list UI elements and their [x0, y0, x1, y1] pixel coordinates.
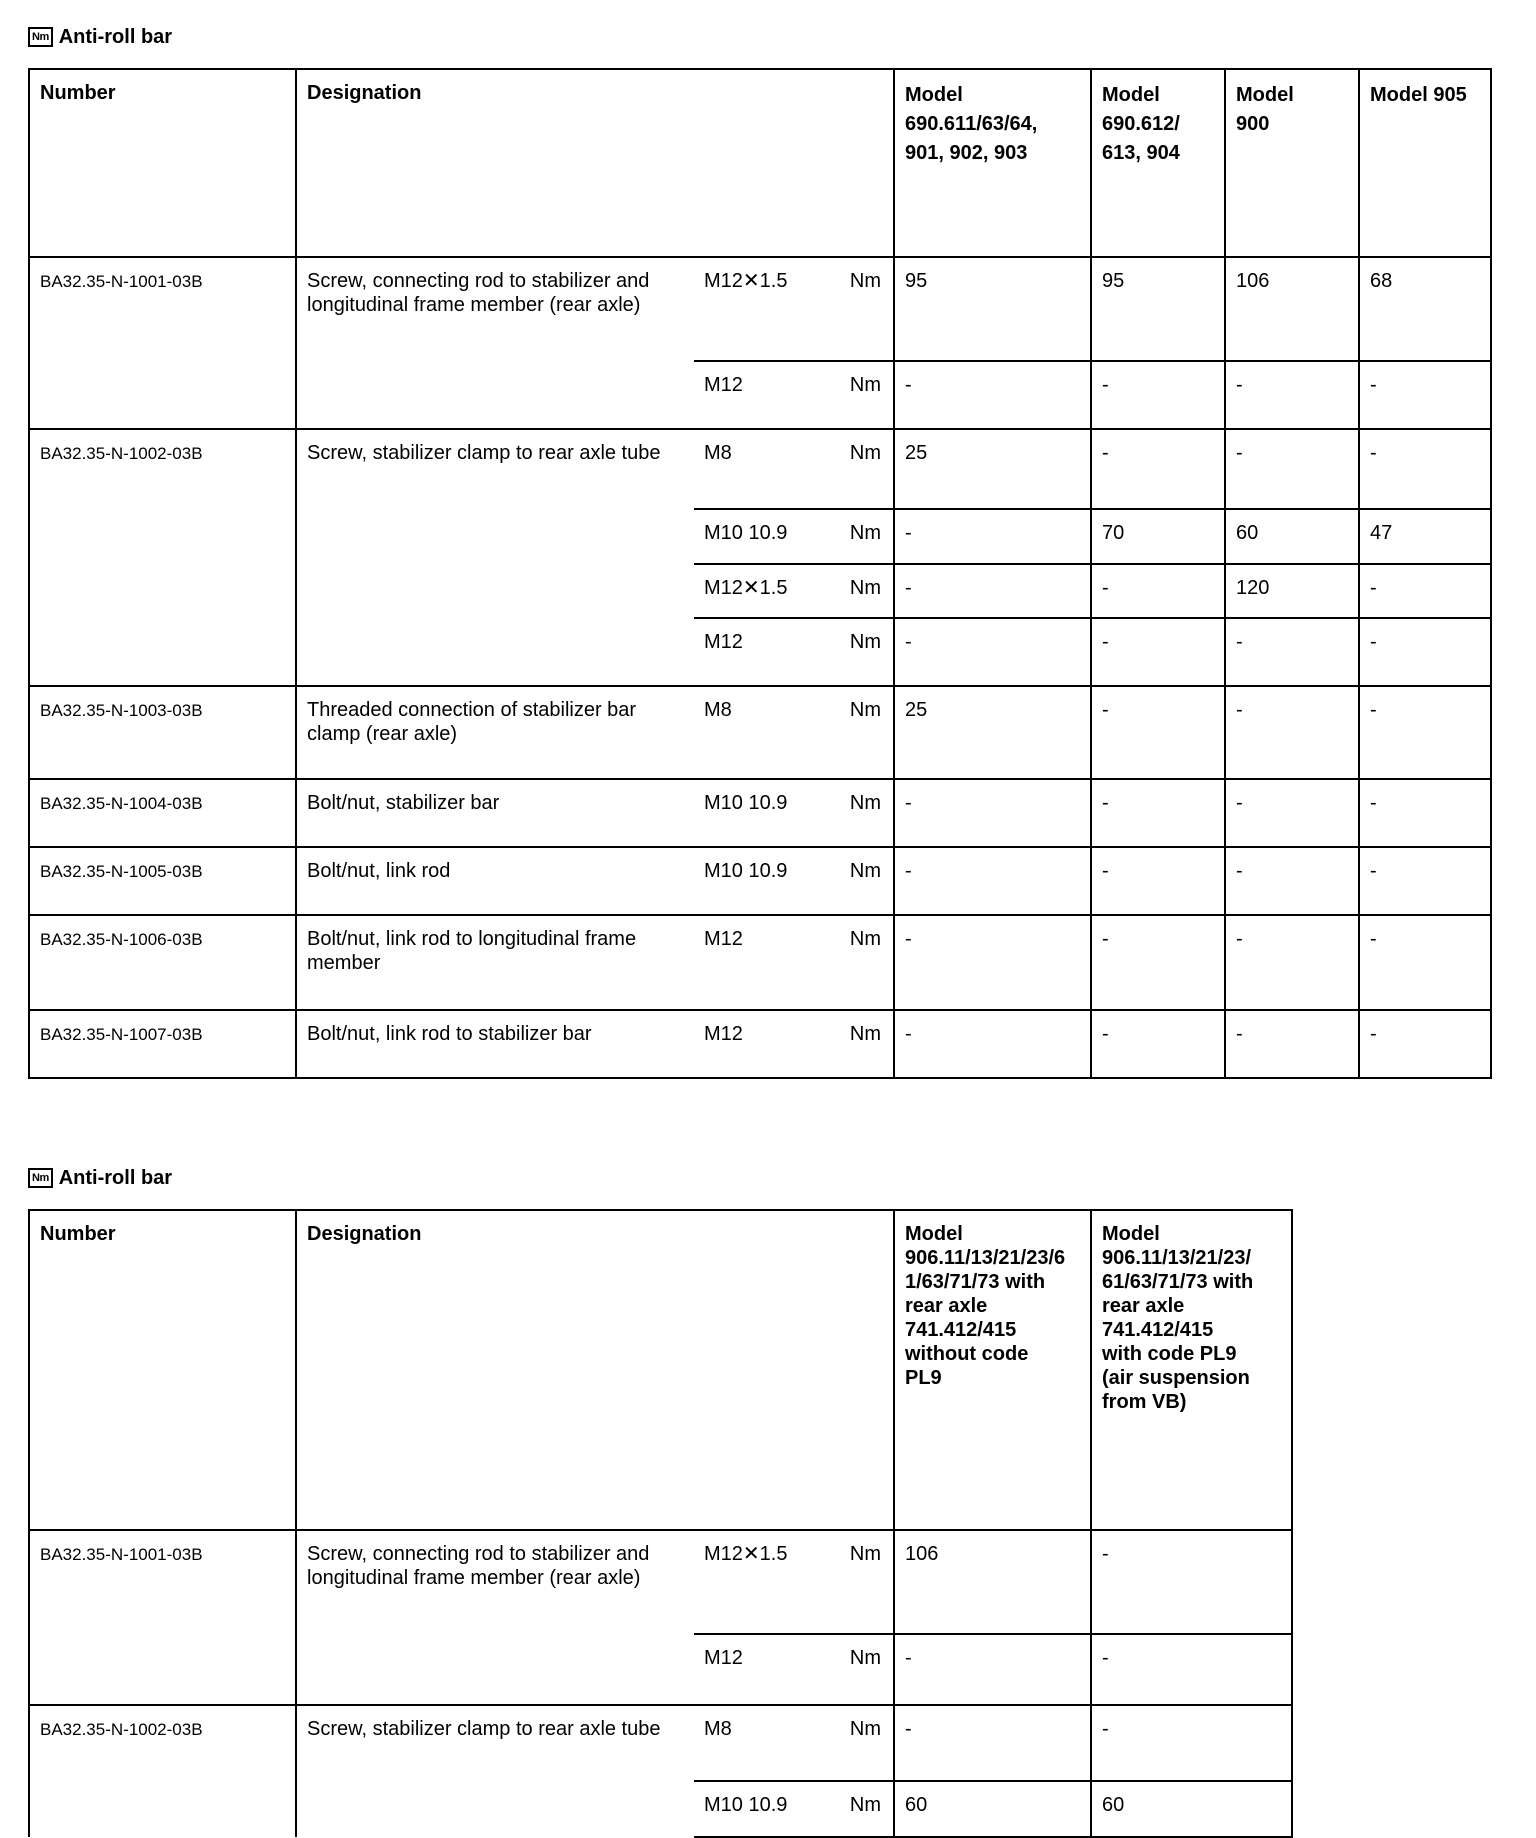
- part-number: BA32.35-N-1007-03B: [29, 1010, 296, 1078]
- torque-value: -: [894, 618, 1091, 686]
- torque-value: 106: [894, 1530, 1091, 1634]
- model-header-line: with code PL9: [1102, 1343, 1237, 1365]
- torque-value: -: [1359, 1010, 1491, 1078]
- model-header: [1359, 69, 1491, 257]
- torque-value: -: [1225, 915, 1359, 1010]
- torque-value: -: [1359, 847, 1491, 915]
- thread-size: M12: [694, 915, 826, 1010]
- designation: Threaded connection of stabilizer bar clamp (rear axle): [296, 686, 694, 779]
- torque-value: 47: [1359, 509, 1491, 564]
- torque-value: 25: [894, 429, 1091, 509]
- part-number: BA32.35-N-1002-03B: [29, 1705, 296, 1837]
- model-header-line: Model 905: [1370, 84, 1467, 106]
- model-header-line: PL9: [905, 1367, 942, 1389]
- designation: Screw, stabilizer clamp to rear axle tube: [296, 1705, 694, 1837]
- table-row: [29, 1705, 1292, 1781]
- model-header-line: Model: [905, 1223, 963, 1245]
- thread-size: M12✕1.5: [694, 1530, 826, 1634]
- table-row: [29, 915, 1491, 1010]
- thread-size: M12: [694, 618, 826, 686]
- torque-value: -: [1359, 618, 1491, 686]
- thread-size: M10 10.9: [694, 509, 826, 564]
- torque-value: -: [1225, 779, 1359, 847]
- torque-value: -: [1091, 1530, 1292, 1634]
- designation: Screw, connecting rod to stabilizer and longitudinal frame member (rear axle): [296, 257, 694, 429]
- torque-value: -: [1091, 1705, 1292, 1781]
- model-header-line: 906.11/13/21/23/6: [905, 1247, 1066, 1269]
- torque-value: -: [1091, 847, 1225, 915]
- torque-nm-icon: Nm: [28, 27, 53, 47]
- torque-unit: Nm: [826, 257, 894, 361]
- model-header: [1091, 69, 1225, 257]
- part-number: BA32.35-N-1001-03B: [29, 1530, 296, 1705]
- torque-value: -: [1091, 361, 1225, 429]
- torque-value: -: [1091, 686, 1225, 779]
- torque-unit: Nm: [826, 509, 894, 564]
- torque-value: -: [894, 847, 1091, 915]
- thread-size: M12✕1.5: [694, 564, 826, 618]
- model-header-line: Model: [1102, 1223, 1160, 1245]
- torque-value: 25: [894, 686, 1091, 779]
- torque-value: -: [1091, 915, 1225, 1010]
- table-row: [29, 429, 1491, 509]
- table1-title: [28, 24, 172, 50]
- part-number: BA32.35-N-1005-03B: [29, 847, 296, 915]
- model-header-line: 741.412/415: [1102, 1319, 1214, 1341]
- torque-unit: Nm: [826, 1781, 894, 1837]
- torque-unit: Nm: [826, 429, 894, 509]
- torque-unit: Nm: [826, 1705, 894, 1781]
- model-header-line: Model: [1236, 84, 1294, 106]
- torque-value: -: [1225, 429, 1359, 509]
- torque-unit: Nm: [826, 564, 894, 618]
- torque-unit: Nm: [826, 686, 894, 779]
- thread-size: M12: [694, 1634, 826, 1705]
- torque-value: 70: [1091, 509, 1225, 564]
- model-header-line: 906.11/13/21/23/: [1102, 1247, 1252, 1269]
- torque-unit: Nm: [826, 361, 894, 429]
- torque-unit: Nm: [826, 1634, 894, 1705]
- part-number: BA32.35-N-1002-03B: [29, 429, 296, 686]
- thread-size: M8: [694, 429, 826, 509]
- torque-unit: Nm: [826, 847, 894, 915]
- torque-value: 95: [894, 257, 1091, 361]
- model-header-line: Model: [1102, 84, 1160, 106]
- number-header: Number: [29, 1210, 296, 1530]
- torque-value: -: [894, 915, 1091, 1010]
- torque-value: 60: [894, 1781, 1091, 1837]
- torque-value: -: [1359, 564, 1491, 618]
- model-header-line: from VB): [1102, 1391, 1187, 1413]
- model-header-line: 61/63/71/73 with: [1102, 1271, 1254, 1293]
- thread-size: M10 10.9: [694, 847, 826, 915]
- designation: Bolt/nut, link rod to stabilizer bar: [296, 1010, 694, 1078]
- designation: Screw, connecting rod to stabilizer and longitudinal frame member (rear axle): [296, 1530, 694, 1705]
- thread-size: M8: [694, 686, 826, 779]
- thread-size: M12✕1.5: [694, 257, 826, 361]
- torque-value: -: [1091, 779, 1225, 847]
- model-header-line: 613, 904: [1102, 142, 1180, 164]
- torque-value: -: [1091, 1010, 1225, 1078]
- torque-value: -: [1359, 429, 1491, 509]
- model-header-line: rear axle: [905, 1295, 988, 1317]
- torque-table-1: [28, 68, 1492, 1079]
- table-row: [29, 779, 1491, 847]
- torque-value: -: [894, 1010, 1091, 1078]
- torque-value: 68: [1359, 257, 1491, 361]
- model-header-line: 1/63/71/73 with: [905, 1271, 1046, 1293]
- model-header-line: 901, 902, 903: [905, 142, 1028, 164]
- model-header: [1225, 69, 1359, 257]
- thread-size: M10 10.9: [694, 779, 826, 847]
- thread-size: M10 10.9: [694, 1781, 826, 1837]
- designation-header: Designation: [296, 69, 894, 257]
- torque-value: 60: [1225, 509, 1359, 564]
- table-row: [29, 847, 1491, 915]
- torque-value: -: [1225, 1010, 1359, 1078]
- designation: Bolt/nut, stabilizer bar: [296, 779, 694, 847]
- torque-value: -: [1359, 361, 1491, 429]
- designation: Bolt/nut, link rod to longitudinal frame member: [296, 915, 694, 1010]
- table1-title-text: Anti-roll bar: [58, 25, 173, 48]
- torque-value: 95: [1091, 257, 1225, 361]
- torque-value: -: [1091, 429, 1225, 509]
- thread-size: M8: [694, 1705, 826, 1781]
- torque-value: -: [1091, 618, 1225, 686]
- torque-value: -: [1225, 618, 1359, 686]
- torque-unit: Nm: [826, 779, 894, 847]
- table-row: [29, 257, 1491, 361]
- torque-nm-icon: Nm: [28, 1168, 53, 1188]
- table2-title-text: Anti-roll bar: [58, 1166, 173, 1189]
- torque-unit: Nm: [826, 1010, 894, 1078]
- torque-unit: Nm: [826, 1530, 894, 1634]
- torque-value: -: [1225, 361, 1359, 429]
- model-header-line: without code: [905, 1343, 1029, 1365]
- table2-title: [28, 1165, 172, 1191]
- torque-value: 60: [1091, 1781, 1292, 1837]
- model-header-line: 741.412/415: [905, 1319, 1017, 1341]
- model-header-line: Model: [905, 84, 963, 106]
- model-header-line: 690.612/: [1102, 113, 1180, 135]
- torque-unit: Nm: [826, 915, 894, 1010]
- model-header-line: (air suspension: [1102, 1367, 1250, 1389]
- designation: Screw, stabilizer clamp to rear axle tube: [296, 429, 694, 686]
- model-header-line: 690.611/63/64,: [905, 113, 1038, 135]
- part-number: BA32.35-N-1004-03B: [29, 779, 296, 847]
- table-row: [29, 1010, 1491, 1078]
- table-row: [29, 1530, 1292, 1634]
- model-header: [894, 1210, 1091, 1530]
- torque-value: -: [894, 1705, 1091, 1781]
- designation: Bolt/nut, link rod: [296, 847, 694, 915]
- torque-value: -: [894, 361, 1091, 429]
- torque-value: -: [1359, 686, 1491, 779]
- torque-value: 106: [1225, 257, 1359, 361]
- torque-value: -: [1225, 686, 1359, 779]
- torque-unit: Nm: [826, 618, 894, 686]
- torque-value: -: [1359, 779, 1491, 847]
- number-header: Number: [29, 69, 296, 257]
- part-number: BA32.35-N-1001-03B: [29, 257, 296, 429]
- torque-value: -: [1091, 564, 1225, 618]
- part-number: BA32.35-N-1006-03B: [29, 915, 296, 1010]
- torque-table-2: [28, 1209, 1293, 1838]
- thread-size: M12: [694, 1010, 826, 1078]
- designation-header: Designation: [296, 1210, 894, 1530]
- model-header-line: 900: [1236, 113, 1270, 135]
- torque-value: -: [1225, 847, 1359, 915]
- model-header: [894, 69, 1091, 257]
- torque-value: 120: [1225, 564, 1359, 618]
- torque-value: -: [1091, 1634, 1292, 1705]
- torque-value: -: [894, 509, 1091, 564]
- model-header-line: rear axle: [1102, 1295, 1185, 1317]
- torque-value: -: [894, 779, 1091, 847]
- table-row: [29, 686, 1491, 779]
- torque-value: -: [1359, 915, 1491, 1010]
- model-header: [1091, 1210, 1292, 1530]
- torque-value: -: [894, 564, 1091, 618]
- part-number: BA32.35-N-1003-03B: [29, 686, 296, 779]
- torque-value: -: [894, 1634, 1091, 1705]
- thread-size: M12: [694, 361, 826, 429]
